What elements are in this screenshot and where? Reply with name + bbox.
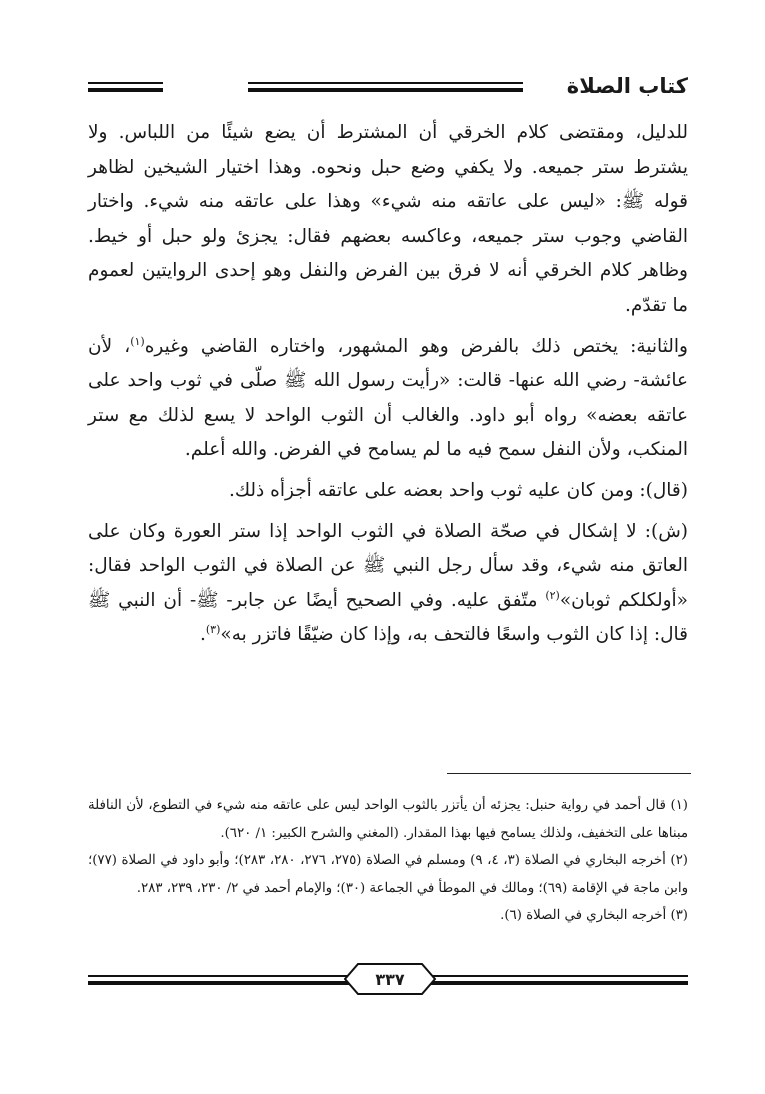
text-run: والثانية: يختص ذلك بالفرض وهو المشهور، واختاره القاضي وغيره	[144, 335, 688, 357]
running-header	[88, 60, 688, 110]
page-number-badge	[344, 962, 436, 996]
main-text	[88, 116, 688, 653]
page-number: ٣٣٧	[375, 969, 405, 989]
page-footer	[88, 960, 688, 1010]
footnote: (٢) أخرجه البخاري في الصلاة (٣، ٤، ٩) ومسلم في الصلاة (٢٧٥، ٢٧٦، ٢٨٠، ٢٨٣)؛ وأبو داود في الصلاة (٧٧)؛ وابن ماجة في الإقامة (٦٩)؛ ومالك في الموطأ في الجماعة (٣٠)؛ والإمام أحمد في ٢/ ٢٣٠، ٢٣٩، ٢٨٣.	[88, 853, 688, 896]
text-run: متّفق عليه. وفي الصحيح أيضًا عن جابر- ﷺ- أن النبي ﷺ قال: إذا كان الثوب واسعًا فالتحف به، وإذا كان ضيّقًا فاتزر به»	[88, 589, 688, 646]
chapter-title: كتاب الصلاة	[566, 74, 688, 98]
footnote: (١) قال أحمد في رواية حنبل: يجزئه أن يأتزر بالثوب الواحد ليس على عاتقه منه شيء في التطوع، لأن النافلة مبناها على التخفيف، ولذلك يسامح فيها بهذا المقدار. (المغني والشرح الكبير: ١/ ٦٢٠).	[88, 798, 688, 841]
text-run: (ش): لا إشكال في صحّة الصلاة في الثوب الواحد إذا ستر العورة وكان على العاتق منه شيء، وقد سأل رجل النبي ﷺ عن الصلاة في الثوب الواحد فقال: «أولكلكم ثوبان»	[88, 520, 688, 611]
footnote: (٣) أخرجه البخاري في الصلاة (٦).	[500, 908, 688, 923]
text-run: .	[199, 624, 206, 646]
footnote-marker: (٢)	[545, 588, 560, 602]
footnotes	[88, 792, 688, 930]
footnote-marker: (٣)	[205, 623, 221, 637]
paragraph: للدليل، ومقتضى كلام الخرقي أن المشترط أن يضع شيئًا من اللباس. ولا يشترط ستر جميعه. ولا يكفي وضع حبل ونحوه. وهذا اختيار الشيخين لظاهر قوله ﷺ: «ليس على عاتقه منه شيء» وهذا على عاتقه منه شيء. واختار القاضي وجوب ستر جميعه، وعاكسه بعضهم فقال: يجزئ ولو حبل أو خيط. وظاهر كلام الخرقي أنه لا فرق بين الفرض والنفل وهو إحدى الروايتين لعموم ما تقدّم.	[88, 122, 688, 316]
footnote-marker: (١)	[130, 334, 145, 348]
paragraph: (قال): ومن كان عليه ثوب واحد بعضه على عاتقه أجزأه ذلك.	[228, 479, 688, 501]
header-rule	[88, 82, 163, 84]
header-rule	[248, 88, 523, 92]
header-rule	[88, 88, 163, 92]
header-rule	[248, 82, 523, 84]
paragraph	[88, 330, 688, 468]
footnote-separator	[447, 773, 691, 774]
paragraph	[88, 515, 688, 653]
text-run: ، لأن عائشة- رضي الله عنها- قالت: «رأيت رسول الله ﷺ صلّى في ثوب واحد على عاتقه بعضه» رواه أبو داود. والغالب أن الثوب الواحد لا يسع لذلك مع ستر المنكب، ولأن النفل سمح فيه ما لم يسامح في الفرض. والله أعلم.	[88, 335, 688, 461]
